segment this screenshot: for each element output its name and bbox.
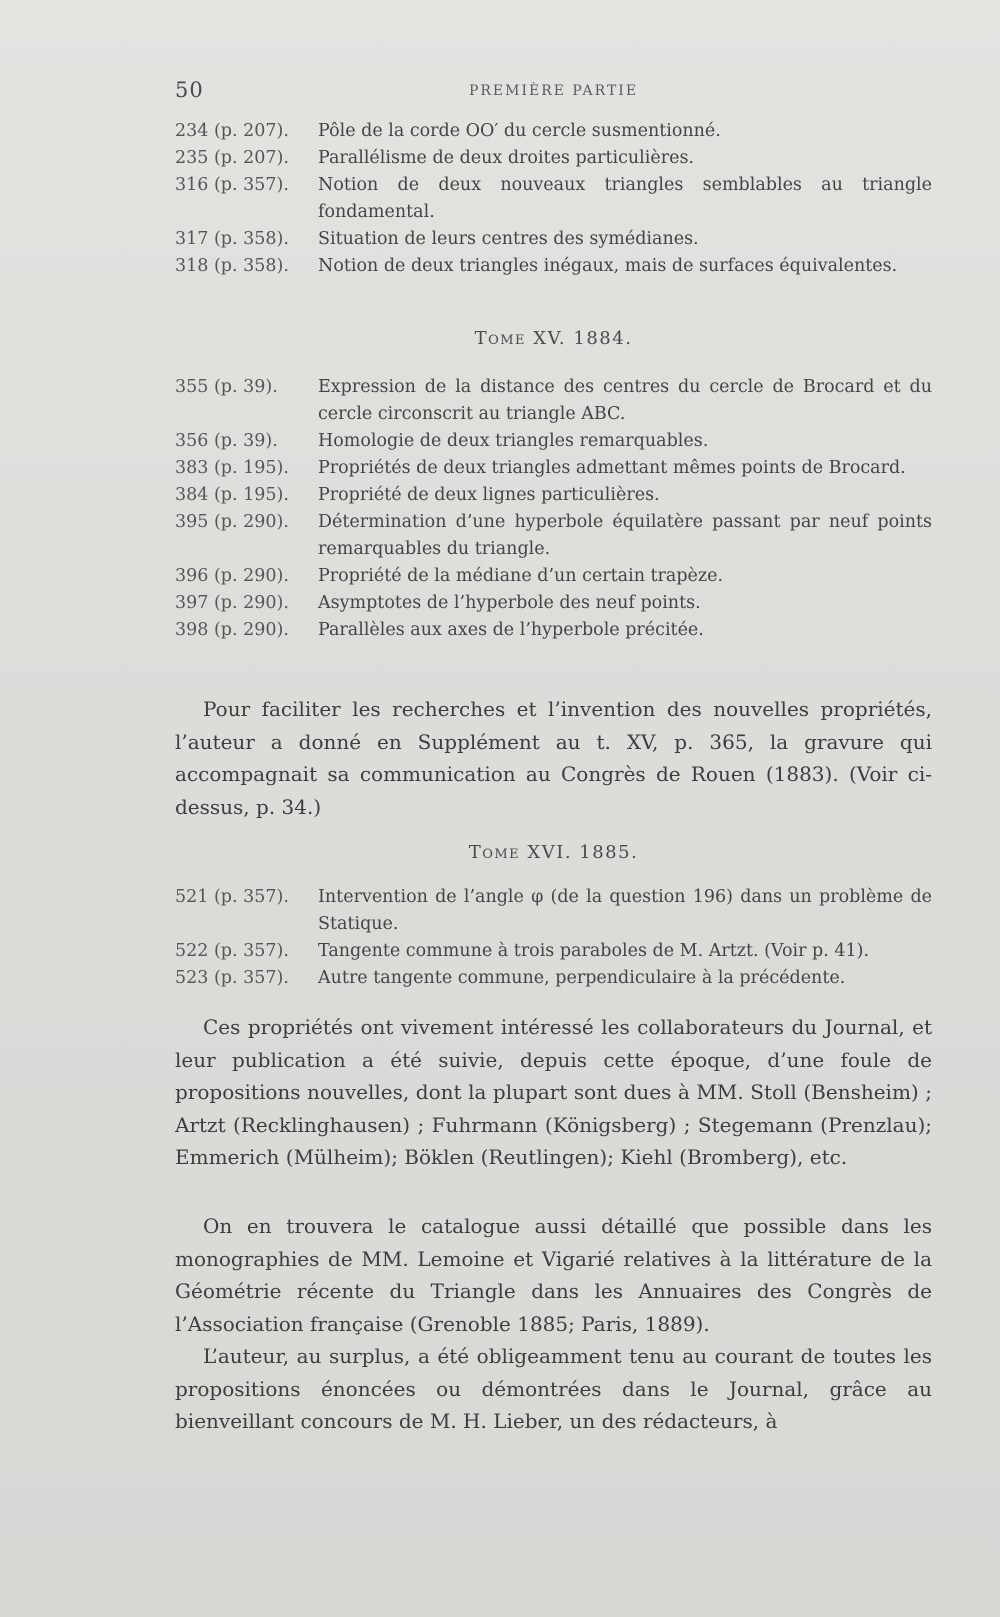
entry-list-tome-xv	[175, 374, 932, 644]
paragraph-catalogue: On en trouvera le catalogue aussi détaillé que possible dans les monographies de MM. Lemoine et Vigarié relatives à la littérature de la Géométrie récente du Triangle dans les Annuaires des Congrès de l’Association française (Grenoble 1885; Paris, 1889).	[175, 1214, 932, 1336]
list-item	[175, 590, 932, 617]
tome-word: Tome	[468, 842, 521, 863]
list-item	[175, 509, 932, 563]
list-item	[175, 617, 932, 644]
list-item	[175, 884, 932, 938]
tome-number-year: XV. 1884.	[526, 328, 633, 349]
page-number: 50	[175, 78, 204, 102]
entry-text: Parallélisme de deux droites particulières.	[318, 148, 694, 168]
entry-text: Propriétés de deux triangles admettant mêmes points de Brocard.	[318, 458, 906, 478]
paragraph-acknowledgement: L’auteur, au surplus, a été obligeamment tenu au courant de toutes les propositions énoncées ou démontrées dans le Journal, grâce au bienveillant concours de M. H. Lieber, un des rédacteurs, à	[175, 1344, 932, 1433]
running-title: PREMIÈRE PARTIE	[468, 83, 639, 99]
page-header	[175, 78, 932, 108]
entry-ref: 395 (p. 290).	[175, 512, 289, 532]
entry-text: Asymptotes de l’hyperbole des neuf points.	[318, 593, 701, 613]
list-item	[175, 145, 932, 172]
entry-ref: 398 (p. 290).	[175, 620, 289, 640]
entry-ref: 355 (p. 39).	[175, 377, 278, 397]
entry-ref: 397 (p. 290).	[175, 593, 289, 613]
entry-list-tome-xiv	[175, 118, 932, 280]
list-item	[175, 226, 932, 253]
entry-text: Pôle de la corde OO′ du cercle susmentionné.	[318, 121, 721, 141]
list-item	[175, 253, 932, 280]
entry-ref: 384 (p. 195).	[175, 485, 289, 505]
entry-text: Propriété de la médiane d’un certain trapèze.	[318, 566, 724, 586]
entry-text: Expression de la distance des centres du cercle de Brocard et du cercle circonscrit au triangle ABC.	[318, 377, 932, 424]
entry-ref: 318 (p. 358).	[175, 256, 289, 276]
list-item	[175, 563, 932, 590]
entry-ref: 356 (p. 39).	[175, 431, 278, 451]
list-item	[175, 965, 932, 992]
entry-ref: 234 (p. 207).	[175, 121, 289, 141]
entry-text: Tangente commune à trois paraboles de M. Artzt. (Voir p. 41).	[318, 941, 870, 961]
entry-text: Détermination d’une hyperbole équilatère passant par neuf points remarquables du triangle.	[318, 512, 932, 559]
entry-ref: 383 (p. 195).	[175, 458, 289, 478]
tome-word: Tome	[474, 328, 527, 349]
list-item	[175, 374, 932, 428]
paragraph-collaborators: Ces propriétés ont vivement intéressé les collaborateurs du Journal, et leur publication a été suivie, depuis cette époque, d’une foule de propositions nouvelles, dont la plupart sont dues à MM. Stoll (Bensheim) ; Artzt (Recklinghausen) ; Fuhrmann (Königsberg) ; Stegemann (Prenzlau); Emmerich (Mülheim); Böklen (Reutlingen); Kiehl (Bromberg), etc.	[175, 1015, 932, 1169]
entry-text: Parallèles aux axes de l’hyperbole précitée.	[318, 620, 704, 640]
list-item	[175, 428, 932, 455]
entry-ref: 316 (p. 357).	[175, 175, 289, 195]
entry-ref: 521 (p. 357).	[175, 887, 289, 907]
entry-text: Intervention de l’angle φ (de la question 196) dans un problème de Statique.	[318, 887, 932, 934]
entry-ref: 396 (p. 290).	[175, 566, 289, 586]
list-item	[175, 482, 932, 509]
list-item	[175, 172, 932, 226]
paragraph-supplement: Pour faciliter les recherches et l’invention des nouvelles propriétés, l’auteur a donné en Supplément au t. XV, p. 365, la gravure qui accompagnait sa communication au Congrès de Rouen (1883). (Voir ci-dessus, p. 34.)	[175, 697, 932, 819]
list-item	[175, 455, 932, 482]
entry-text: Propriété de deux lignes particulières.	[318, 485, 660, 505]
entry-text: Notion de deux nouveaux triangles semblables au triangle fondamental.	[318, 175, 932, 222]
entry-ref: 235 (p. 207).	[175, 148, 289, 168]
list-item	[175, 938, 932, 965]
entry-text: Homologie de deux triangles remarquables.	[318, 431, 709, 451]
section-heading-tome-xvi	[175, 842, 932, 863]
entry-ref: 523 (p. 357).	[175, 968, 289, 988]
entry-text: Autre tangente commune, perpendiculaire à la précédente.	[318, 968, 846, 988]
entry-list-tome-xvi	[175, 884, 932, 992]
tome-number-year: XVI. 1885.	[520, 842, 639, 863]
section-heading-tome-xv	[175, 328, 932, 349]
entry-text: Situation de leurs centres des symédianes.	[318, 229, 699, 249]
entry-ref: 522 (p. 357).	[175, 941, 289, 961]
entry-text: Notion de deux triangles inégaux, mais de surfaces équivalentes.	[318, 256, 898, 276]
list-item	[175, 118, 932, 145]
entry-ref: 317 (p. 358).	[175, 229, 289, 249]
